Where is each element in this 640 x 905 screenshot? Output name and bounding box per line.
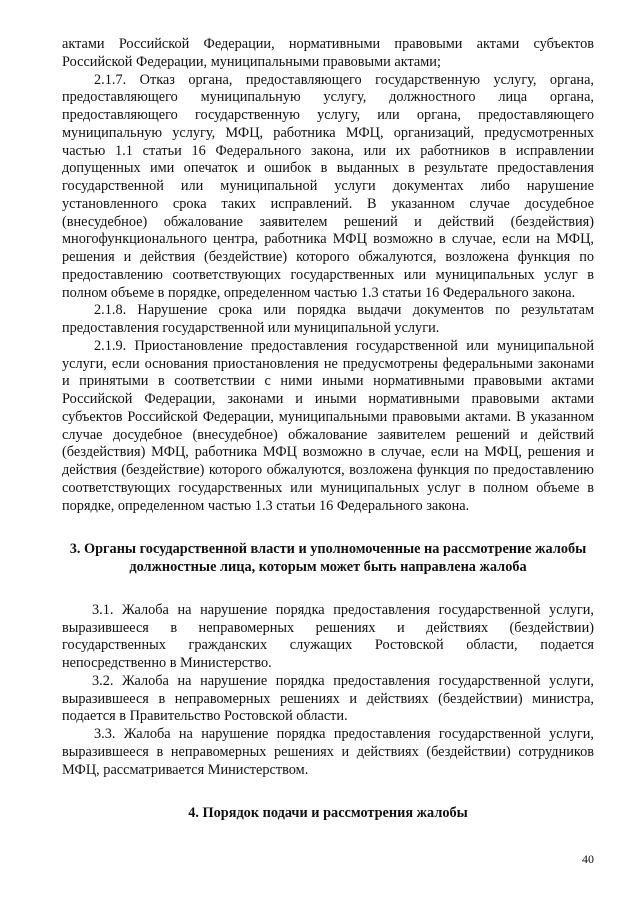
paragraph-3-2: 3.2. Жалоба на нарушение порядка предоставления государственной услуги, выразившееся в неправомерных решениях и действиях (бездействии) министра, подается в Правительство Ростовской области. <box>62 672 594 725</box>
page-number: 40 <box>582 852 594 866</box>
section-4-heading: 4. Порядок подачи и рассмотрения жалобы <box>188 805 468 822</box>
section-3-heading: 3. Органы государственной власти и уполномоченные на рассмотрение жалобы должностные лица, которым может быть направлена жалоба <box>69 541 587 575</box>
paragraph-2-1-8: 2.1.8. Нарушение срока или порядка выдачи документов по результатам предоставления государственной или муниципальной услуги. <box>62 302 594 336</box>
paragraph-2-1-9: 2.1.9. Приостановление предоставления государственной или муниципальной услуги, если основания приостановления не предусмотрены федеральными законами и принятыми в соответствии с ними иными нормативными правовыми актами Российской Федерации, законами и иными нормативными правовыми актами субъектов Российской Федерации, муниципальными правовыми актами. В указанном случае досудебное (внесудебное) обжалование заявителем решений и действий (бездействия) МФЦ, работника МФЦ возможно в случае, если на МФЦ, решения и действия (бездействие) которого обжалуются, возложена функция по предоставлению соответствующих государственных или муниципальных услуг в полном объеме в порядке, определенном частью 1.3 статьи 16 Федерального закона. <box>62 337 594 514</box>
document-page <box>62 36 594 823</box>
paragraph-continuation: актами Российской Федерации, нормативными правовыми актами субъектов Российской Федерации, муниципальными правовыми актами; <box>62 36 594 70</box>
paragraph-2-1-7: 2.1.7. Отказ органа, предоставляющего государственную услугу, органа, предоставляющего муниципальную услугу, должностного лица органа, предоставляющего государственную услугу, или органа, предоставляющего муниципальную услугу, МФЦ, работника МФЦ, организаций, предусмотренных частью 1.1 статьи 16 Федерального закона, или их работников в исправлении допущенных ими опечаток и ошибок в выданных в результате предоставления государственной или муниципальной услуги документах либо нарушение установленного срока таких исправлений. В указанном случае досудебное (внесудебное) обжалование заявителем решений и действий (бездействия) многофункционального центра, работника МФЦ возможно в случае, если на МФЦ, решения и действия (бездействие) которого обжалуются, возложена функция по предоставлению соответствующих государственных или муниципальных услуг в полном объеме в порядке, определенном частью 1.3 статьи 16 Федерального закона. <box>62 71 594 301</box>
paragraph-3-1: 3.1. Жалоба на нарушение порядка предоставления государственной услуги, выразившееся в неправомерных решениях и действиях (бездействии) государственных гражданских служащих Ростовской области, подается непосредственно в Министерство. <box>62 601 594 671</box>
paragraph-3-3: 3.3. Жалоба на нарушение порядка предоставления государственной услуги, выразившееся в неправомерных решениях и действиях (бездействии) сотрудников МФЦ, рассматривается Министерством. <box>62 726 594 778</box>
